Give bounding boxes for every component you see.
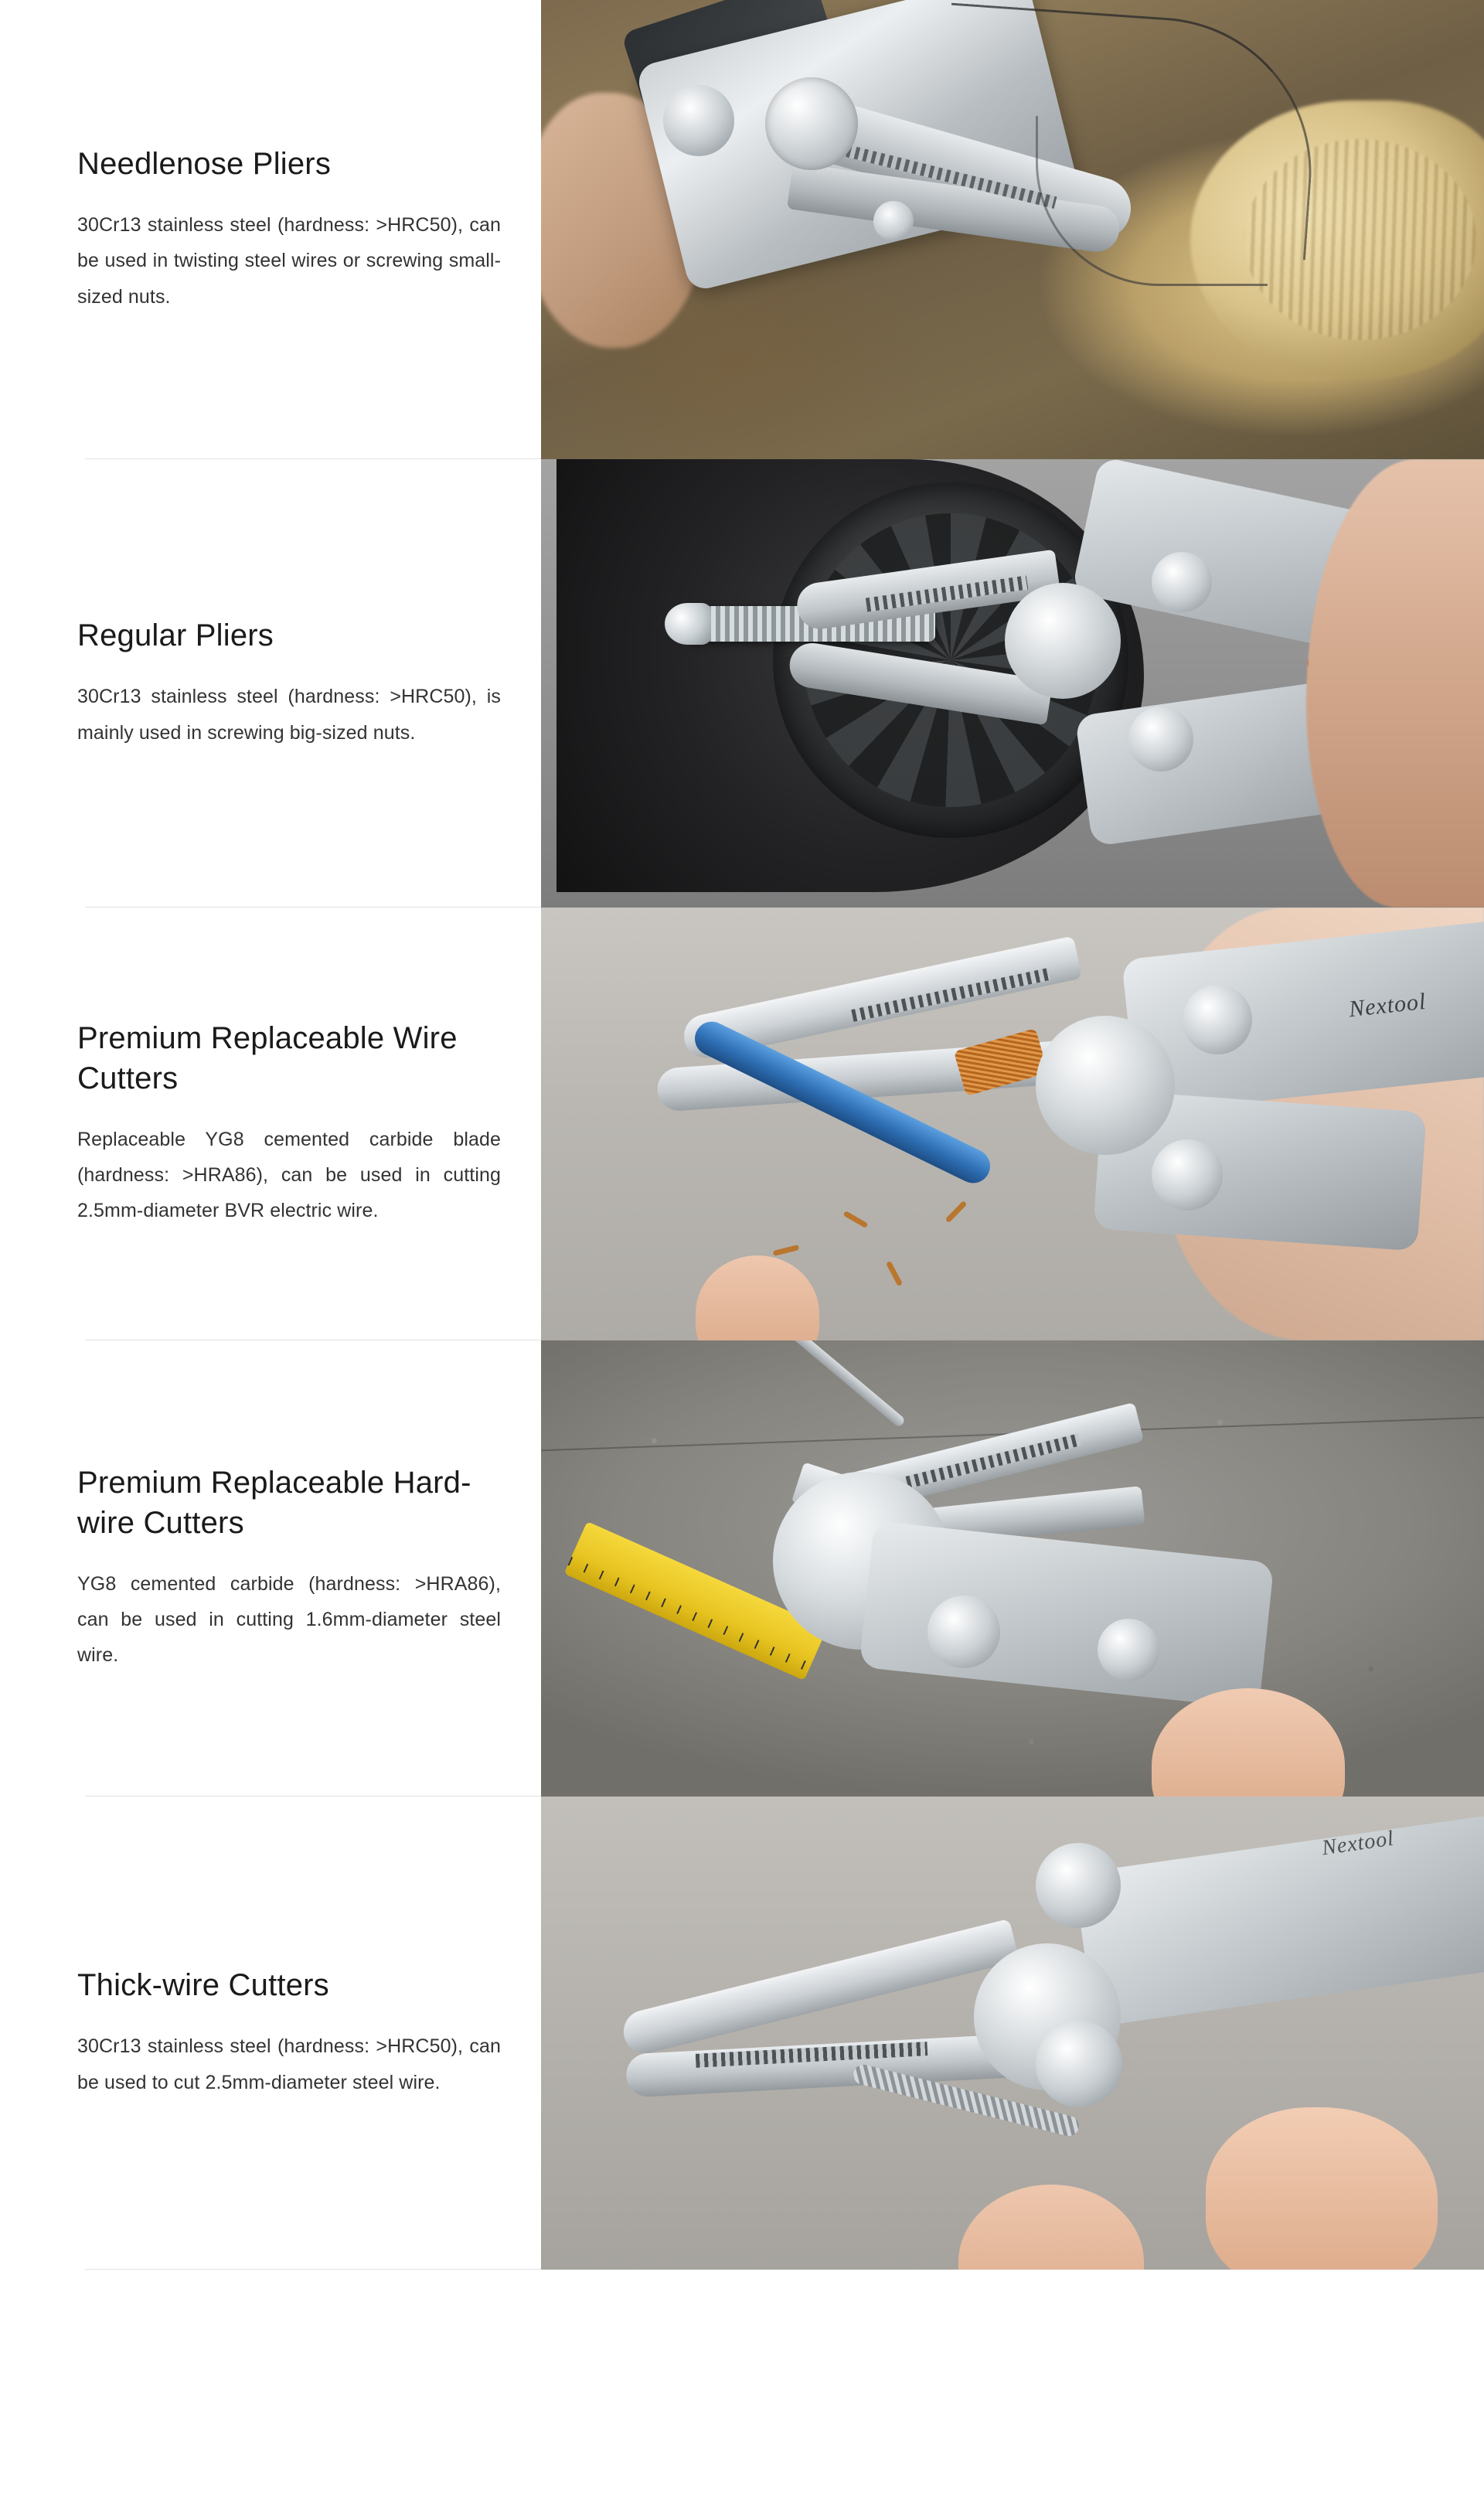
brand-label: Nextool xyxy=(1320,1826,1396,1861)
tool-bolt-upper-shape xyxy=(1152,552,1212,612)
copper-chip-shape xyxy=(773,1245,800,1256)
feature-image-column xyxy=(541,0,1484,459)
tool-handle-upper-shape xyxy=(1074,1814,1484,2027)
feature-image-column xyxy=(541,908,1484,1340)
feature-image-column xyxy=(541,459,1484,908)
feature-row xyxy=(0,459,1484,908)
feature-row xyxy=(0,1340,1484,1797)
feature-description: 30Cr13 stainless steel (hardness: >HRC50), is mainly used in screwing big-sized nuts. xyxy=(77,686,501,744)
feature-row xyxy=(0,908,1484,1340)
tool-bolt-lower-shape xyxy=(1098,1619,1159,1681)
feature-title: Premium Replaceable Hard-wire Cutters xyxy=(77,1466,471,1540)
feature-description: 30Cr13 stainless steel (hardness: >HRC50), can be used in twisting steel wires or screwing small-sized nuts. xyxy=(77,214,501,308)
regular-pliers-photo xyxy=(541,459,1484,908)
feature-description: 30Cr13 stainless steel (hardness: >HRC50), can be used to cut 2.5mm-diameter steel wire. xyxy=(77,2035,501,2093)
copper-chip-shape xyxy=(945,1201,968,1223)
wire-cutters-photo xyxy=(541,908,1484,1340)
feature-row xyxy=(0,0,1484,459)
feature-title: Premium Replaceable Wire Cutters xyxy=(77,1021,458,1095)
needlenose-pliers-photo xyxy=(541,0,1484,459)
tool-screw-shape xyxy=(663,85,734,156)
thumb-shape xyxy=(958,2185,1144,2270)
feature-text-column xyxy=(0,459,541,908)
thumb-shape xyxy=(696,1255,819,1340)
feature-title: Thick-wire Cutters xyxy=(77,1968,329,2003)
tool-pivot-shape xyxy=(765,77,858,170)
feature-row xyxy=(0,1797,1484,2270)
feature-image-column xyxy=(541,1340,1484,1797)
copper-chip-shape xyxy=(886,1261,903,1286)
feature-text-column xyxy=(0,908,541,1340)
brand-label: Nextool xyxy=(1347,988,1428,1023)
tool-bolt-lower-shape xyxy=(1128,707,1193,771)
feature-image-column xyxy=(541,1797,1484,2270)
tool-bolt-upper-shape xyxy=(1036,1843,1121,1928)
tool-bolt-lower-shape xyxy=(1036,2021,1122,2107)
copper-chip-shape xyxy=(843,1211,869,1228)
steel-wire-secondary-shape xyxy=(1036,116,1268,286)
shaft-tip-shape xyxy=(665,603,711,645)
feature-text-column xyxy=(0,1797,541,2270)
tool-screw-small-shape xyxy=(873,201,914,241)
feature-title: Needlenose Pliers xyxy=(77,147,332,182)
tool-bolt-upper-shape xyxy=(928,1596,1000,1668)
tool-bolt-upper-shape xyxy=(1183,985,1252,1054)
feature-text-column xyxy=(0,1340,541,1797)
feature-title: Regular Pliers xyxy=(77,618,274,653)
hard-wire-cutters-photo xyxy=(541,1340,1484,1797)
feature-description: Replaceable YG8 cemented carbide blade (hardness: >HRA86), can be used in cutting 2.5mm-diameter BVR electric wire. xyxy=(77,1128,501,1222)
tool-bolt-lower-shape xyxy=(1152,1139,1223,1211)
feature-text-column xyxy=(0,0,541,459)
tool-pivot-shape xyxy=(1036,1016,1175,1155)
feature-description: YG8 cemented carbide (hardness: >HRA86), can be used in cutting 1.6mm-diameter steel wire. xyxy=(77,1572,501,1667)
thick-wire-cutters-photo xyxy=(541,1797,1484,2270)
tool-pivot-shape xyxy=(1005,583,1121,699)
